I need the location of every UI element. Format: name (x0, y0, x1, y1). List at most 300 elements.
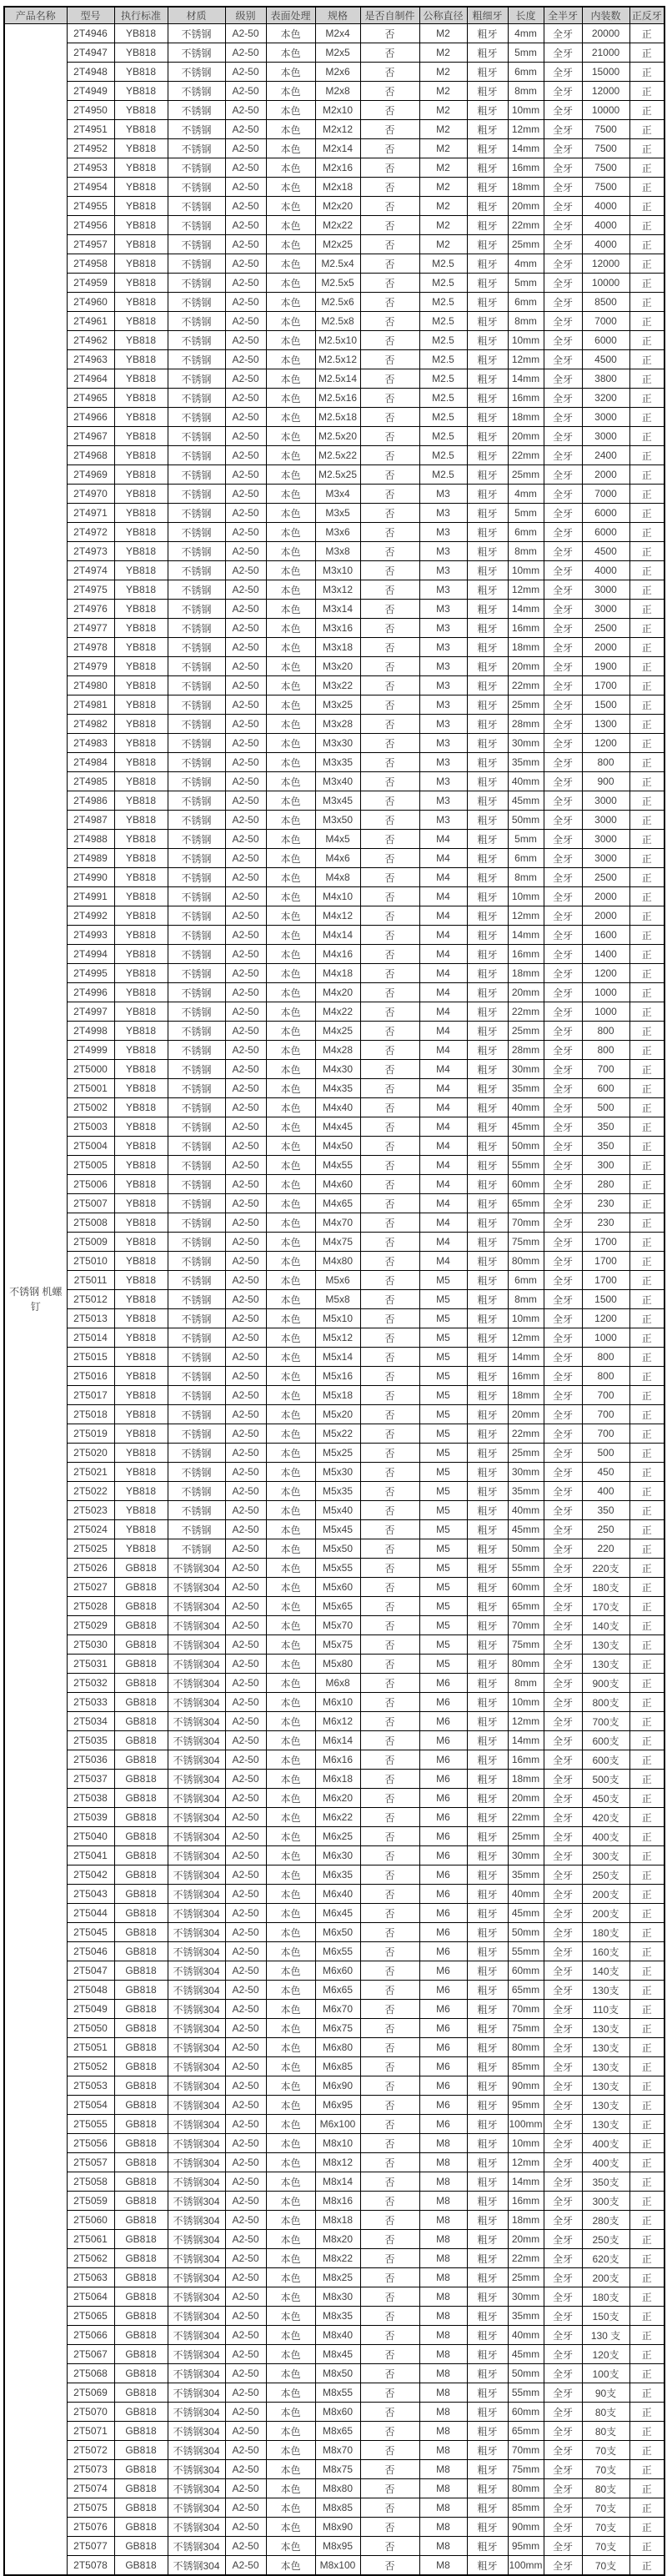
cell-thread_direction: 正 (629, 523, 664, 542)
cell-thread_coverage: 全牙 (544, 504, 582, 523)
cell-standard: YB818 (114, 504, 168, 523)
cell-spec: M6x85 (315, 2057, 360, 2076)
cell-finish: 本色 (266, 120, 315, 139)
cell-pack_qty: 12000 (582, 254, 629, 274)
column-header-13: 内装数 (582, 7, 629, 24)
cell-thread_direction: 正 (629, 1655, 664, 1674)
cell-length: 25mm (508, 1444, 544, 1463)
cell-finish: 本色 (266, 1424, 315, 1444)
cell-diameter: M8 (419, 2345, 467, 2364)
cell-material: 不锈钢304 (168, 2556, 225, 2576)
cell-spec: M4x8 (315, 868, 360, 887)
cell-thread_direction: 正 (629, 945, 664, 964)
table-row (4, 1539, 664, 1559)
cell-pack_qty: 1700 (582, 1252, 629, 1271)
cell-self_made: 否 (360, 1539, 419, 1559)
cell-diameter: M5 (419, 1539, 467, 1559)
table-row (4, 24, 664, 43)
cell-grade: A2-50 (225, 657, 266, 676)
cell-thread_pitch: 粗牙 (467, 1213, 508, 1233)
cell-length: 5mm (508, 274, 544, 293)
table-row (4, 2000, 664, 2019)
cell-thread_direction: 正 (629, 389, 664, 408)
cell-finish: 本色 (266, 561, 315, 580)
cell-model: 2T4993 (67, 926, 114, 945)
column-header-1: 产品名称 (4, 7, 67, 24)
cell-pack_qty: 10000 (582, 274, 629, 293)
cell-standard: YB818 (114, 1367, 168, 1386)
cell-spec: M3x35 (315, 753, 360, 772)
column-header-10: 粗细牙 (467, 7, 508, 24)
cell-thread_pitch: 粗牙 (467, 580, 508, 600)
cell-pack_qty: 230 (582, 1213, 629, 1233)
cell-grade: A2-50 (225, 1175, 266, 1194)
cell-diameter: M2.5 (419, 350, 467, 369)
cell-length: 45mm (508, 1520, 544, 1539)
table-row (4, 1520, 664, 1539)
cell-model: 2T4965 (67, 389, 114, 408)
cell-length: 70mm (508, 2000, 544, 2019)
cell-thread_direction: 正 (629, 1022, 664, 1041)
cell-material: 不锈钢304 (168, 1616, 225, 1635)
cell-spec: M5x14 (315, 1348, 360, 1367)
cell-spec: M5x70 (315, 1616, 360, 1635)
cell-thread_coverage: 全牙 (544, 983, 582, 1002)
cell-thread_pitch: 粗牙 (467, 1961, 508, 1981)
cell-thread_coverage: 全牙 (544, 772, 582, 791)
cell-spec: M4x5 (315, 830, 360, 849)
cell-finish: 本色 (266, 293, 315, 312)
cell-grade: A2-50 (225, 1770, 266, 1789)
cell-diameter: M2.5 (419, 465, 467, 485)
cell-diameter: M3 (419, 619, 467, 638)
cell-self_made: 否 (360, 389, 419, 408)
cell-pack_qty: 70支 (582, 2441, 629, 2460)
cell-standard: YB818 (114, 1482, 168, 1501)
cell-spec: M5x40 (315, 1501, 360, 1520)
cell-material: 不锈钢304 (168, 1865, 225, 1885)
cell-finish: 本色 (266, 2000, 315, 2019)
cell-thread_direction: 正 (629, 369, 664, 389)
cell-material: 不锈钢304 (168, 1655, 225, 1674)
cell-standard: GB818 (114, 2326, 168, 2345)
cell-grade: A2-50 (225, 772, 266, 791)
cell-diameter: M2 (419, 178, 467, 197)
cell-thread_direction: 正 (629, 24, 664, 43)
cell-pack_qty: 70支 (582, 2460, 629, 2479)
cell-self_made: 否 (360, 1386, 419, 1405)
cell-thread_direction: 正 (629, 1578, 664, 1597)
cell-thread_coverage: 全牙 (544, 1137, 582, 1156)
cell-thread_coverage: 全牙 (544, 1117, 582, 1137)
cell-thread_coverage: 全牙 (544, 1520, 582, 1539)
cell-standard: YB818 (114, 485, 168, 504)
cell-thread_coverage: 全牙 (544, 1386, 582, 1405)
table-row (4, 945, 664, 964)
cell-thread_coverage: 全牙 (544, 945, 582, 964)
cell-material: 不锈钢 (168, 1002, 225, 1022)
table-row (4, 1444, 664, 1463)
cell-pack_qty: 800 (582, 1367, 629, 1386)
cell-thread_direction: 正 (629, 1885, 664, 1904)
cell-grade: A2-50 (225, 293, 266, 312)
cell-pack_qty: 1000 (582, 1002, 629, 1022)
cell-material: 不锈钢304 (168, 1578, 225, 1597)
cell-thread_pitch: 粗牙 (467, 350, 508, 369)
cell-thread_coverage: 全牙 (544, 1156, 582, 1175)
cell-grade: A2-50 (225, 465, 266, 485)
cell-standard: GB818 (114, 2000, 168, 2019)
cell-length: 16mm (508, 1367, 544, 1386)
cell-material: 不锈钢 (168, 485, 225, 504)
cell-grade: A2-50 (225, 485, 266, 504)
cell-pack_qty: 7000 (582, 485, 629, 504)
cell-material: 不锈钢304 (168, 1981, 225, 2000)
cell-thread_pitch: 粗牙 (467, 2287, 508, 2307)
table-row (4, 772, 664, 791)
table-row (4, 676, 664, 695)
cell-thread_coverage: 全牙 (544, 753, 582, 772)
cell-self_made: 否 (360, 1635, 419, 1655)
cell-self_made: 否 (360, 1424, 419, 1444)
cell-grade: A2-50 (225, 1520, 266, 1539)
cell-diameter: M5 (419, 1290, 467, 1309)
cell-grade: A2-50 (225, 1002, 266, 1022)
cell-finish: 本色 (266, 906, 315, 926)
table-row (4, 1808, 664, 1827)
cell-grade: A2-50 (225, 1213, 266, 1233)
cell-spec: M2.5x16 (315, 389, 360, 408)
cell-grade: A2-50 (225, 1405, 266, 1424)
cell-grade: A2-50 (225, 2249, 266, 2268)
cell-thread_pitch: 粗牙 (467, 1156, 508, 1175)
cell-self_made: 否 (360, 2019, 419, 2038)
cell-pack_qty: 250 (582, 1520, 629, 1539)
cell-spec: M6x45 (315, 1904, 360, 1923)
cell-grade: A2-50 (225, 1252, 266, 1271)
cell-finish: 本色 (266, 657, 315, 676)
cell-grade: A2-50 (225, 2498, 266, 2518)
cell-material: 不锈钢304 (168, 2307, 225, 2326)
cell-self_made: 否 (360, 1002, 419, 1022)
cell-length: 95mm (508, 2096, 544, 2115)
cell-self_made: 否 (360, 2518, 419, 2537)
cell-grade: A2-50 (225, 1674, 266, 1693)
cell-finish: 本色 (266, 369, 315, 389)
cell-diameter: M3 (419, 580, 467, 600)
cell-finish: 本色 (266, 2192, 315, 2211)
cell-pack_qty: 7500 (582, 158, 629, 178)
cell-standard: YB818 (114, 197, 168, 216)
cell-standard: GB818 (114, 1731, 168, 1750)
cell-model: 2T5026 (67, 1559, 114, 1578)
cell-standard: YB818 (114, 1002, 168, 1022)
cell-thread_coverage: 全牙 (544, 1444, 582, 1463)
cell-thread_direction: 正 (629, 254, 664, 274)
table-row (4, 1290, 664, 1309)
cell-finish: 本色 (266, 2403, 315, 2422)
cell-spec: M8x12 (315, 2153, 360, 2172)
cell-standard: GB818 (114, 1674, 168, 1693)
cell-standard: YB818 (114, 1290, 168, 1309)
cell-standard: GB818 (114, 2057, 168, 2076)
cell-self_made: 否 (360, 1156, 419, 1175)
cell-finish: 本色 (266, 504, 315, 523)
column-header-4: 材质 (168, 7, 225, 24)
cell-thread_pitch: 粗牙 (467, 1424, 508, 1444)
cell-thread_direction: 正 (629, 1559, 664, 1578)
cell-length: 18mm (508, 408, 544, 427)
cell-pack_qty: 1600 (582, 926, 629, 945)
cell-pack_qty: 600 (582, 1079, 629, 1098)
cell-spec: M5x6 (315, 1271, 360, 1290)
cell-spec: M2.5x20 (315, 427, 360, 446)
cell-material: 不锈钢 (168, 1041, 225, 1060)
cell-self_made: 否 (360, 1252, 419, 1271)
cell-thread_direction: 正 (629, 2230, 664, 2249)
cell-pack_qty: 3000 (582, 408, 629, 427)
table-row (4, 427, 664, 446)
cell-thread_coverage: 全牙 (544, 1060, 582, 1079)
table-row (4, 1079, 664, 1098)
cell-diameter: M8 (419, 2460, 467, 2479)
cell-length: 16mm (508, 945, 544, 964)
cell-thread_direction: 正 (629, 331, 664, 350)
cell-diameter: M5 (419, 1348, 467, 1367)
cell-thread_pitch: 粗牙 (467, 1405, 508, 1424)
cell-thread_pitch: 粗牙 (467, 82, 508, 101)
cell-standard: GB818 (114, 2479, 168, 2498)
cell-pack_qty: 3000 (582, 791, 629, 811)
table-row (4, 1789, 664, 1808)
table-row (4, 235, 664, 254)
cell-standard: YB818 (114, 1060, 168, 1079)
cell-pack_qty: 130支 (582, 2096, 629, 2115)
cell-material: 不锈钢 (168, 43, 225, 63)
cell-self_made: 否 (360, 2556, 419, 2576)
cell-self_made: 否 (360, 734, 419, 753)
cell-standard: YB818 (114, 983, 168, 1002)
table-row (4, 158, 664, 178)
cell-diameter: M6 (419, 1693, 467, 1712)
cell-diameter: M4 (419, 1156, 467, 1175)
cell-standard: GB818 (114, 2115, 168, 2134)
cell-self_made: 否 (360, 638, 419, 657)
cell-spec: M4x75 (315, 1233, 360, 1252)
cell-finish: 本色 (266, 1041, 315, 1060)
cell-thread_pitch: 粗牙 (467, 811, 508, 830)
cell-pack_qty: 3000 (582, 600, 629, 619)
cell-finish: 本色 (266, 2038, 315, 2057)
cell-thread_coverage: 全牙 (544, 293, 582, 312)
cell-diameter: M2 (419, 158, 467, 178)
cell-self_made: 否 (360, 2403, 419, 2422)
cell-self_made: 否 (360, 1808, 419, 1827)
column-header-6: 表面处理 (266, 7, 315, 24)
cell-spec: M2x22 (315, 216, 360, 235)
cell-thread_coverage: 全牙 (544, 1578, 582, 1597)
cell-self_made: 否 (360, 1885, 419, 1904)
cell-length: 8mm (508, 868, 544, 887)
cell-spec: M5x22 (315, 1424, 360, 1444)
cell-material: 不锈钢 (168, 811, 225, 830)
cell-standard: GB818 (114, 1904, 168, 1923)
cell-thread_coverage: 全牙 (544, 1808, 582, 1827)
cell-diameter: M3 (419, 715, 467, 734)
cell-standard: YB818 (114, 1386, 168, 1405)
cell-length: 12mm (508, 1712, 544, 1731)
cell-material: 不锈钢 (168, 1156, 225, 1175)
cell-thread_direction: 正 (629, 1961, 664, 1981)
cell-thread_direction: 正 (629, 964, 664, 983)
cell-material: 不锈钢 (168, 1424, 225, 1444)
cell-standard: GB818 (114, 2019, 168, 2038)
cell-finish: 本色 (266, 216, 315, 235)
cell-length: 6mm (508, 293, 544, 312)
cell-model: 2T5021 (67, 1463, 114, 1482)
cell-thread_coverage: 全牙 (544, 1233, 582, 1252)
cell-spec: M4x14 (315, 926, 360, 945)
cell-thread_pitch: 粗牙 (467, 465, 508, 485)
table-body (4, 24, 664, 2576)
cell-spec: M6x10 (315, 1693, 360, 1712)
cell-finish: 本色 (266, 1655, 315, 1674)
cell-thread_pitch: 粗牙 (467, 158, 508, 178)
cell-finish: 本色 (266, 1981, 315, 2000)
cell-finish: 本色 (266, 24, 315, 43)
cell-self_made: 否 (360, 2211, 419, 2230)
cell-diameter: M4 (419, 830, 467, 849)
cell-model: 2T5011 (67, 1271, 114, 1290)
cell-finish: 本色 (266, 1865, 315, 1885)
cell-thread_pitch: 粗牙 (467, 389, 508, 408)
cell-thread_coverage: 全牙 (544, 676, 582, 695)
cell-thread_direction: 正 (629, 2422, 664, 2441)
table-row (4, 1367, 664, 1386)
cell-finish: 本色 (266, 868, 315, 887)
cell-spec: M5x80 (315, 1655, 360, 1674)
cell-material: 不锈钢 (168, 1348, 225, 1367)
cell-diameter: M4 (419, 1041, 467, 1060)
cell-model: 2T4969 (67, 465, 114, 485)
cell-thread_coverage: 全牙 (544, 1367, 582, 1386)
cell-diameter: M2.5 (419, 312, 467, 331)
cell-standard: YB818 (114, 1137, 168, 1156)
cell-model: 2T4964 (67, 369, 114, 389)
cell-thread_direction: 正 (629, 2192, 664, 2211)
table-row (4, 1252, 664, 1271)
table-row (4, 523, 664, 542)
cell-model: 2T5065 (67, 2307, 114, 2326)
cell-thread_direction: 正 (629, 1444, 664, 1463)
cell-length: 18mm (508, 1770, 544, 1789)
cell-self_made: 否 (360, 1750, 419, 1770)
cell-thread_pitch: 粗牙 (467, 1712, 508, 1731)
cell-finish: 本色 (266, 2479, 315, 2498)
cell-thread_direction: 正 (629, 312, 664, 331)
cell-thread_direction: 正 (629, 82, 664, 101)
cell-diameter: M5 (419, 1635, 467, 1655)
cell-finish: 本色 (266, 1616, 315, 1635)
cell-model: 2T5057 (67, 2153, 114, 2172)
table-row (4, 389, 664, 408)
cell-spec: M8x80 (315, 2479, 360, 2498)
cell-diameter: M5 (419, 1482, 467, 1501)
cell-thread_direction: 正 (629, 1981, 664, 2000)
cell-length: 85mm (508, 2498, 544, 2518)
cell-thread_coverage: 全牙 (544, 82, 582, 101)
cell-thread_pitch: 粗牙 (467, 1923, 508, 1942)
cell-grade: A2-50 (225, 926, 266, 945)
cell-finish: 本色 (266, 82, 315, 101)
cell-standard: GB818 (114, 1827, 168, 1846)
cell-spec: M5x18 (315, 1386, 360, 1405)
cell-model: 2T5018 (67, 1405, 114, 1424)
cell-thread_direction: 正 (629, 1731, 664, 1750)
table-row (4, 1731, 664, 1750)
table-row (4, 274, 664, 293)
cell-material: 不锈钢304 (168, 1923, 225, 1942)
cell-material: 不锈钢 (168, 695, 225, 715)
cell-standard: YB818 (114, 657, 168, 676)
cell-thread_direction: 正 (629, 926, 664, 945)
cell-pack_qty: 800 (582, 1348, 629, 1367)
cell-thread_pitch: 粗牙 (467, 2268, 508, 2287)
cell-spec: M5x10 (315, 1309, 360, 1328)
cell-diameter: M2.5 (419, 408, 467, 427)
cell-thread_coverage: 全牙 (544, 1213, 582, 1233)
cell-self_made: 否 (360, 906, 419, 926)
cell-thread_coverage: 全牙 (544, 1904, 582, 1923)
cell-diameter: M8 (419, 2422, 467, 2441)
cell-diameter: M3 (419, 772, 467, 791)
cell-model: 2T5049 (67, 2000, 114, 2019)
cell-thread_coverage: 全牙 (544, 2000, 582, 2019)
cell-self_made: 否 (360, 868, 419, 887)
cell-model: 2T5014 (67, 1328, 114, 1348)
cell-grade: A2-50 (225, 1731, 266, 1750)
cell-finish: 本色 (266, 619, 315, 638)
cell-finish: 本色 (266, 2230, 315, 2249)
cell-self_made: 否 (360, 293, 419, 312)
cell-thread_pitch: 粗牙 (467, 849, 508, 868)
cell-thread_pitch: 粗牙 (467, 1597, 508, 1616)
cell-spec: M6x50 (315, 1923, 360, 1942)
cell-length: 45mm (508, 791, 544, 811)
cell-spec: M3x22 (315, 676, 360, 695)
cell-model: 2T5006 (67, 1175, 114, 1194)
cell-pack_qty: 600支 (582, 1731, 629, 1750)
table-row (4, 1865, 664, 1885)
table-row (4, 1981, 664, 2000)
cell-standard: YB818 (114, 945, 168, 964)
cell-finish: 本色 (266, 2518, 315, 2537)
cell-model: 2T5031 (67, 1655, 114, 1674)
cell-pack_qty: 180支 (582, 1578, 629, 1597)
cell-length: 20mm (508, 197, 544, 216)
cell-material: 不锈钢304 (168, 2403, 225, 2422)
cell-finish: 本色 (266, 1328, 315, 1348)
cell-grade: A2-50 (225, 1597, 266, 1616)
cell-self_made: 否 (360, 1770, 419, 1789)
cell-self_made: 否 (360, 1674, 419, 1693)
cell-standard: GB818 (114, 2038, 168, 2057)
cell-model: 2T5007 (67, 1194, 114, 1213)
cell-model: 2T5078 (67, 2556, 114, 2576)
cell-model: 2T5034 (67, 1712, 114, 1731)
cell-material: 不锈钢 (168, 82, 225, 101)
cell-model: 2T4996 (67, 983, 114, 1002)
